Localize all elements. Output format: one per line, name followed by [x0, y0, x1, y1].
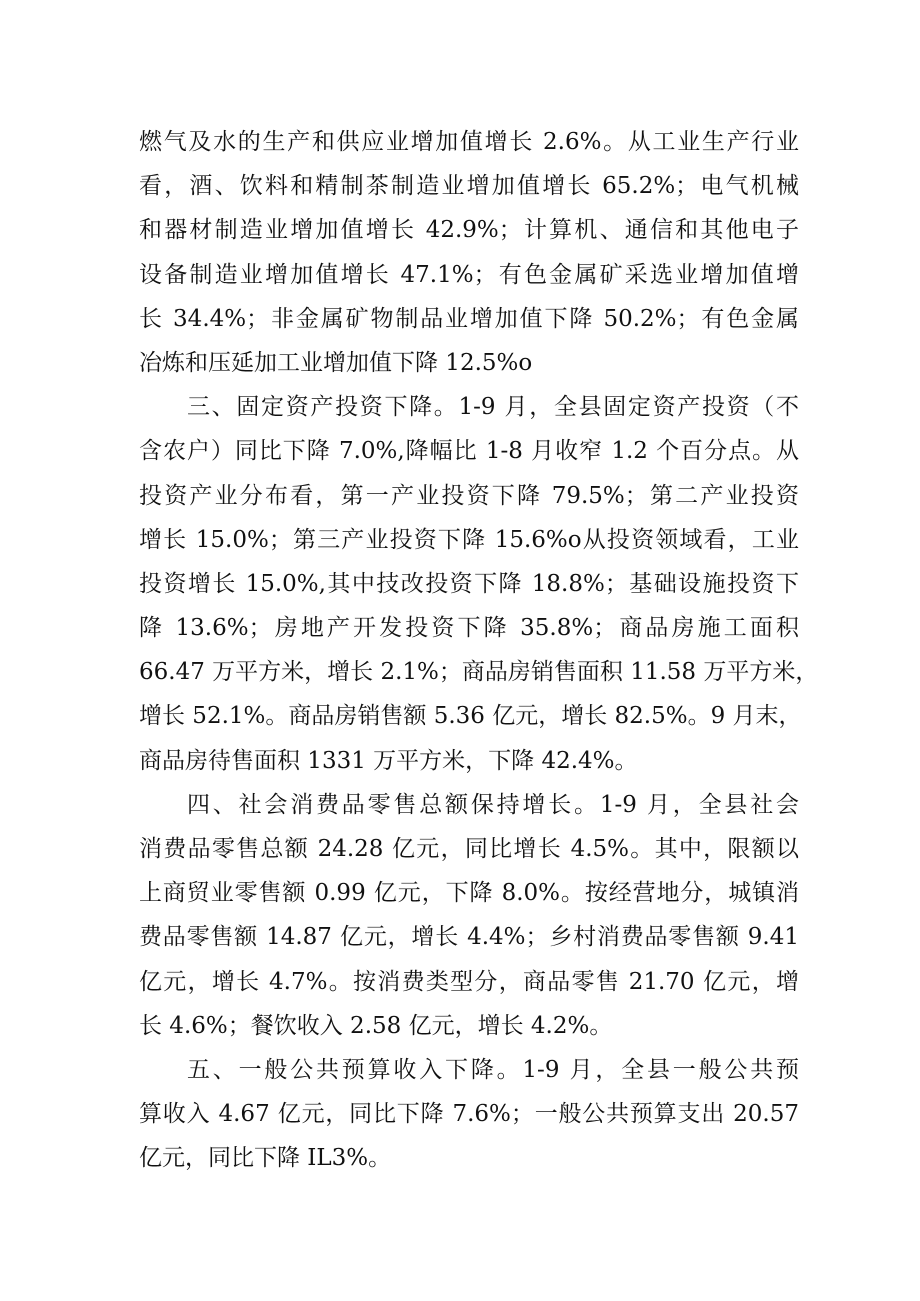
- text-line: 亿元，同比下降 IL3%。: [139, 1145, 392, 1172]
- text-line: 66.47 万平方米，增长 2.1%；商品房销售面积 11.58 万平方米，: [139, 659, 819, 686]
- text-line: 亿元，增长 4.7%。按消费类型分，商品零售 21.70 亿元，增: [139, 968, 799, 995]
- section-heading-line: 五、一般公共预算收入下降。1-9 月，全县一般公共预: [187, 1056, 799, 1083]
- text-line: 和器材制造业增加值增长 42.9%；计算机、通信和其他电子: [139, 217, 799, 244]
- text-line: 燃气及水的生产和供应业增加值增长 2.6%。从工业生产行业: [139, 129, 799, 155]
- text-line: 投资产业分布看，第一产业投资下降 79.5%；第二产业投资: [139, 482, 799, 509]
- text-line: 看，酒、饮料和精制茶制造业增加值增长 65.2%；电气机械: [139, 173, 799, 200]
- section-heading-line: 四、社会消费品零售总额保持增长。1-9 月，全县社会: [187, 791, 799, 818]
- text-line: 费品零售额 14.87 亿元，增长 4.4%；乡村消费品零售额 9.41: [139, 924, 799, 951]
- text-line: 长 34.4%；非金属矿物制品业增加值下降 50.2%；有色金属: [139, 305, 799, 332]
- text-line: 降 13.6%；房地产开发投资下降 35.8%；商品房施工面积: [139, 615, 799, 642]
- text-line: 投资增长 15.0%,其中技改投资下降 18.8%；基础设施投资下: [139, 570, 799, 597]
- text-line: 商品房待售面积 1331 万平方米，下降 42.4%。: [139, 747, 638, 774]
- text-line: 消费品零售总额 24.28 亿元，同比增长 4.5%。其中，限额以: [139, 836, 799, 862]
- text-line: 算收入 4.67 亿元，同比下降 7.6%；一般公共预算支出 20.57: [139, 1101, 799, 1128]
- section-heading-line: 三、固定资产投资下降。1-9 月，全县固定资产投资（不: [187, 394, 799, 421]
- text-line: 增长 52.1%。商品房销售额 5.36 亿元，增长 82.5%。9 月末，: [139, 703, 802, 730]
- document-body: [139, 120, 819, 1181]
- text-line: 含农户）同比下降 7.0%,降幅比 1-8 月收窄 1.2 个百分点。从: [139, 438, 799, 465]
- text-line: 设备制造业增加值增长 47.1%；有色金属矿采选业增加值增: [139, 261, 799, 288]
- text-line: 冶炼和压延加工业增加值下降 12.5%o: [139, 349, 533, 376]
- text-line: 上商贸业零售额 0.99 亿元，下降 8.0%。按经营地分，城镇消: [139, 880, 799, 907]
- text-line: 增长 15.0%；第三产业投资下降 15.6%o从投资领域看，工业: [139, 526, 799, 553]
- text-line: 长 4.6%；餐饮收入 2.58 亿元，增长 4.2%。: [139, 1012, 613, 1039]
